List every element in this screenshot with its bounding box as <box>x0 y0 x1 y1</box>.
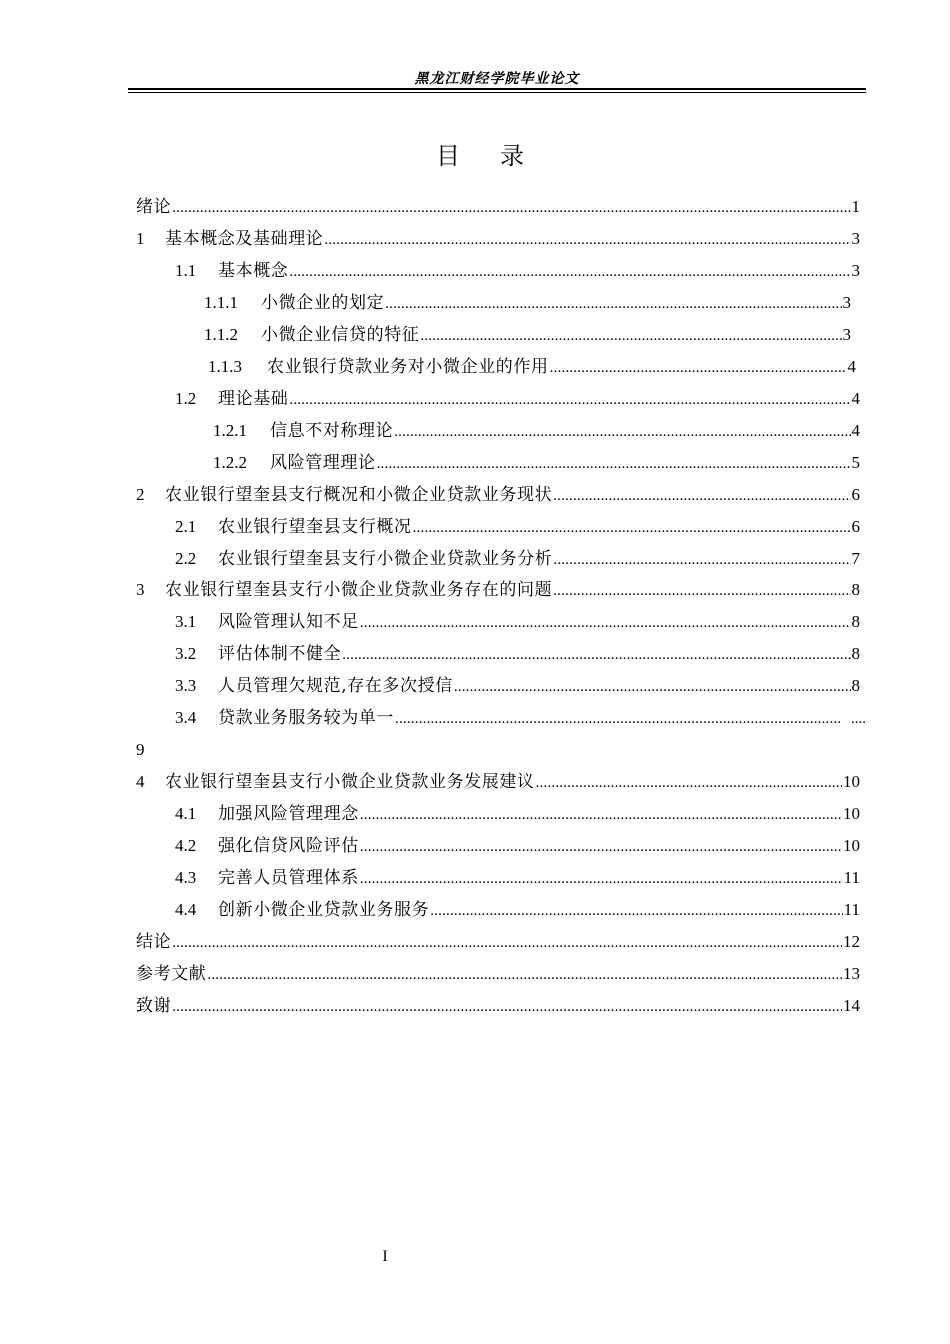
toc-entry-number: 1.2.1 <box>213 421 247 440</box>
toc-entry-number: 1 <box>136 229 145 248</box>
toc-entry-page: 8 <box>851 644 860 663</box>
toc-entry-page: 10 <box>843 804 860 823</box>
toc-entry-title: 农业银行望奎县支行小微企业贷款业务存在的问题 <box>165 580 553 600</box>
toc-entry-title: 基本概念及基础理论 <box>165 229 324 249</box>
toc-entry[interactable] <box>213 452 860 475</box>
dot-leader <box>430 900 842 922</box>
toc-entry-page: 12 <box>843 932 860 951</box>
toc-entry-title: 创新小微企业贷款业务服务 <box>218 900 430 920</box>
toc-entry-page: 13 <box>843 964 860 983</box>
toc-entry-page: 6 <box>851 485 860 504</box>
running-header: 黑龙江财经学院毕业论文 <box>414 71 580 87</box>
toc-entry-number: 2.1 <box>175 517 197 536</box>
toc-entry-number: 4.2 <box>175 836 197 855</box>
toc-entry-title: 完善人员管理体系 <box>218 868 359 888</box>
page-number: I <box>382 1248 388 1265</box>
toc-entry[interactable] <box>175 835 860 858</box>
toc-entry-title: 农业银行望奎县支行小微企业贷款业务分析 <box>218 549 553 569</box>
toc-entry-number: 2.2 <box>175 549 197 568</box>
toc-entry[interactable] <box>136 228 860 251</box>
dot-leader <box>324 229 850 251</box>
toc-entry-page: 14 <box>843 996 860 1015</box>
toc-entry[interactable] <box>136 484 860 507</box>
toc-entry-number: 3.2 <box>175 644 197 663</box>
toc-entry[interactable] <box>136 196 860 219</box>
toc-entry-page: 4 <box>851 389 860 408</box>
toc-entry[interactable] <box>175 867 860 890</box>
toc-entry-page: 8 <box>851 580 860 599</box>
toc-entry-page: 11 <box>843 868 860 887</box>
toc-entry[interactable] <box>175 643 860 666</box>
toc-entry-page: 4 <box>847 357 856 376</box>
toc-entry-page: 9 <box>136 740 145 759</box>
toc-entry-page: 3 <box>851 261 860 280</box>
dot-leader <box>172 932 842 954</box>
dot-leader <box>377 453 851 475</box>
toc-entry-title: 农业银行望奎县支行概况 <box>218 517 412 537</box>
toc-entry[interactable] <box>175 899 860 922</box>
toc-entry[interactable] <box>136 963 860 986</box>
dot-leader <box>342 644 850 666</box>
toc-entry-number: 4.3 <box>175 868 197 887</box>
toc-entry-page: 4 <box>851 421 860 440</box>
header-rule-thin <box>128 92 866 93</box>
toc-entry-title: 风险管理认知不足 <box>218 612 359 632</box>
toc-entry-number: 4.1 <box>175 804 197 823</box>
toc-entry-page: 10 <box>843 836 860 855</box>
toc-entry-number: 1.1.1 <box>204 293 238 312</box>
toc-entry-title: 小微企业的划定 <box>261 293 385 313</box>
toc-entry[interactable] <box>136 995 860 1018</box>
dot-leader <box>413 517 851 539</box>
dot-leader <box>553 485 850 507</box>
dot-leader <box>289 261 850 283</box>
toc-entry-title: 农业银行望奎县支行小微企业贷款业务发展建议 <box>165 772 535 792</box>
dot-leader <box>553 549 850 571</box>
toc-entry-page: 1 <box>851 197 860 216</box>
dot-leader <box>360 836 842 858</box>
toc-entry-page: 3 <box>842 325 851 344</box>
toc-entry-title: 理论基础 <box>218 389 289 409</box>
dot-leader <box>172 197 850 219</box>
dot-leader <box>385 293 841 315</box>
dot-leader <box>420 325 841 347</box>
toc-entry-page: 5 <box>851 453 860 472</box>
toc-entry-page: 10 <box>843 772 860 791</box>
header-rule <box>128 88 866 90</box>
dot-leader <box>360 804 842 826</box>
dot-leader <box>394 421 850 443</box>
toc-entry-title: 农业银行贷款业务对小微企业的作用 <box>267 357 549 377</box>
toc-entry-number: 1.2 <box>175 389 197 408</box>
toc-entry-title: 信息不对称理论 <box>270 421 394 441</box>
toc-entry-number: 4 <box>136 772 145 791</box>
toc-entry-title: 绪论 <box>136 197 172 217</box>
toc-entry[interactable] <box>175 516 860 539</box>
toc-entry[interactable] <box>208 356 856 379</box>
toc-entry-title: 风险管理理论 <box>270 453 376 473</box>
toc-entry-title: 强化信贷风险评估 <box>218 836 359 856</box>
dot-leader <box>289 389 850 411</box>
toc-entry-number: 3.1 <box>175 612 197 631</box>
toc-entry-number: 3 <box>136 580 145 599</box>
dot-leader <box>395 708 841 730</box>
toc-entry[interactable] <box>175 388 860 411</box>
dot-leader <box>360 612 851 634</box>
toc-entry[interactable] <box>204 292 851 315</box>
toc-title: 目录 <box>436 142 564 170</box>
dot-leader <box>360 868 843 890</box>
toc-entry-page: 7 <box>851 549 860 568</box>
toc-entry[interactable] <box>175 803 860 826</box>
toc-entry-number: 1.1 <box>175 261 197 280</box>
toc-entry[interactable] <box>175 260 860 283</box>
toc-entry-number: 1.2.2 <box>213 453 247 472</box>
dot-leader <box>172 996 842 1018</box>
dot-leader <box>536 772 842 794</box>
toc-entry[interactable] <box>175 611 860 634</box>
toc-entry-number: 3.3 <box>175 676 197 695</box>
toc-entry[interactable] <box>175 675 860 698</box>
toc-entry[interactable] <box>136 931 860 954</box>
toc-entry[interactable] <box>204 324 851 347</box>
toc-entry-title: 评估体制不健全 <box>218 644 342 664</box>
toc-entry-title: 贷款业务服务较为单一 <box>218 708 394 728</box>
toc-entry-title: 结论 <box>136 932 172 952</box>
toc-entry-title: 参考文献 <box>136 964 207 984</box>
toc-entry[interactable] <box>136 771 860 794</box>
toc-entry-page: 8 <box>851 676 860 695</box>
dot-leader <box>454 676 851 698</box>
toc-entry-title: 基本概念 <box>218 261 289 281</box>
toc-entry-number: 1.1.3 <box>208 357 242 376</box>
toc-entry[interactable] <box>213 420 860 443</box>
toc-entry-page: 11 <box>843 900 860 919</box>
toc-entry-number: 3.4 <box>175 708 197 727</box>
toc-entry-number: 1.1.2 <box>204 325 238 344</box>
toc-entry-number: 4.4 <box>175 900 197 919</box>
toc-entry[interactable] <box>175 707 866 730</box>
toc-entry-page: 3 <box>842 293 851 312</box>
toc-entry-title: 小微企业信贷的特征 <box>261 325 420 345</box>
toc-entry-title: 致谢 <box>136 996 172 1016</box>
toc-entry-number: 2 <box>136 485 145 504</box>
dot-leader-tail: .... <box>851 711 866 727</box>
toc-entry-page: 8 <box>851 612 860 631</box>
toc-entry[interactable] <box>175 548 860 571</box>
toc-entry-title: 加强风险管理理念 <box>218 804 359 824</box>
toc-entry[interactable] <box>136 579 860 602</box>
dot-leader <box>207 964 842 986</box>
toc-entry-title: 农业银行望奎县支行概况和小微企业贷款业务现状 <box>165 485 553 505</box>
toc-entry-page: 3 <box>851 229 860 248</box>
toc-entry-title: 人员管理欠规范,存在多次授信 <box>218 676 453 696</box>
dot-leader <box>550 357 847 379</box>
dot-leader <box>553 580 850 602</box>
toc-entry-page: 6 <box>851 517 860 536</box>
